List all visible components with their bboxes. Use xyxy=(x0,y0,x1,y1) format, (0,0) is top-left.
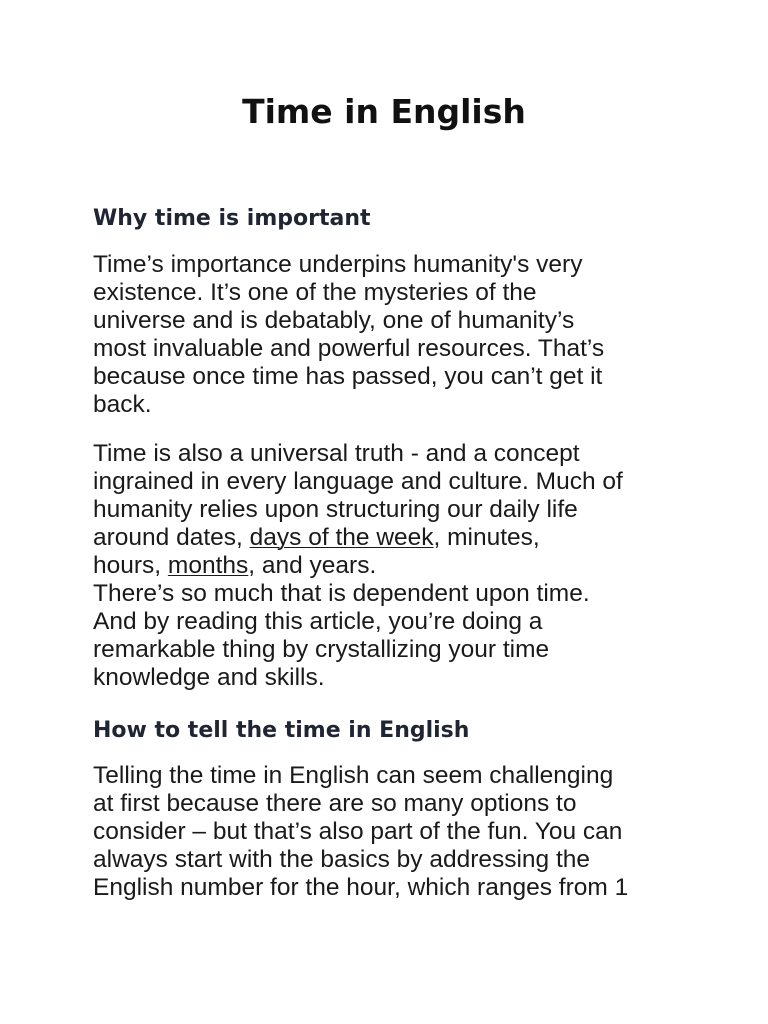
paragraph-line: consider – but that’s also part of the fun. You can xyxy=(93,818,623,845)
paragraph-line: back. xyxy=(93,391,152,418)
line-text: hours, xyxy=(93,552,168,579)
paragraph-line: And by reading this article, you’re doing a xyxy=(93,608,543,635)
paragraph-telling-time xyxy=(93,762,683,902)
paragraph-line: most invaluable and powerful resources. That’s xyxy=(93,335,605,362)
paragraph-line: knowledge and skills. xyxy=(93,664,325,691)
days-of-the-week-link[interactable]: days of the week xyxy=(249,524,434,551)
paragraph-line: Telling the time in English can seem challenging xyxy=(93,762,614,789)
paragraph-line: Time’s importance underpins humanity's very xyxy=(93,251,583,278)
months-link[interactable]: months xyxy=(167,552,249,579)
paragraph-line: ingrained in every language and culture. Much of xyxy=(93,468,623,495)
line-text: , and years. xyxy=(248,552,377,579)
paragraph-line: humanity relies upon structuring our daily life xyxy=(93,496,578,523)
paragraph-time-importance xyxy=(93,251,683,419)
paragraph-line: always start with the basics by addressing the xyxy=(93,846,591,873)
page-title: Time in English xyxy=(242,92,526,131)
paragraph-line-with-link xyxy=(93,552,683,580)
paragraph-line: English number for the hour, which ranges from 1 xyxy=(93,874,629,901)
section-heading-how-to-tell-the-time: How to tell the time in English xyxy=(93,718,470,743)
paragraph-line: Time is also a universal truth - and a concept xyxy=(93,440,580,467)
paragraph-line: remarkable thing by crystallizing your time xyxy=(93,636,550,663)
paragraph-line-with-link xyxy=(93,524,683,552)
paragraph-universal-truth xyxy=(93,440,683,692)
paragraph-line: at first because there are so many options to xyxy=(93,790,577,817)
section-heading-why-time-is-important: Why time is important xyxy=(93,206,371,231)
line-text: , minutes, xyxy=(433,524,540,551)
line-text: around dates, xyxy=(93,524,250,551)
paragraph-line: universe and is debatably, one of humanity’s xyxy=(93,307,575,334)
paragraph-line: existence. It’s one of the mysteries of the xyxy=(93,279,537,306)
paragraph-line: because once time has passed, you can’t get it xyxy=(93,363,603,390)
paragraph-line: There’s so much that is dependent upon time. xyxy=(93,580,590,607)
